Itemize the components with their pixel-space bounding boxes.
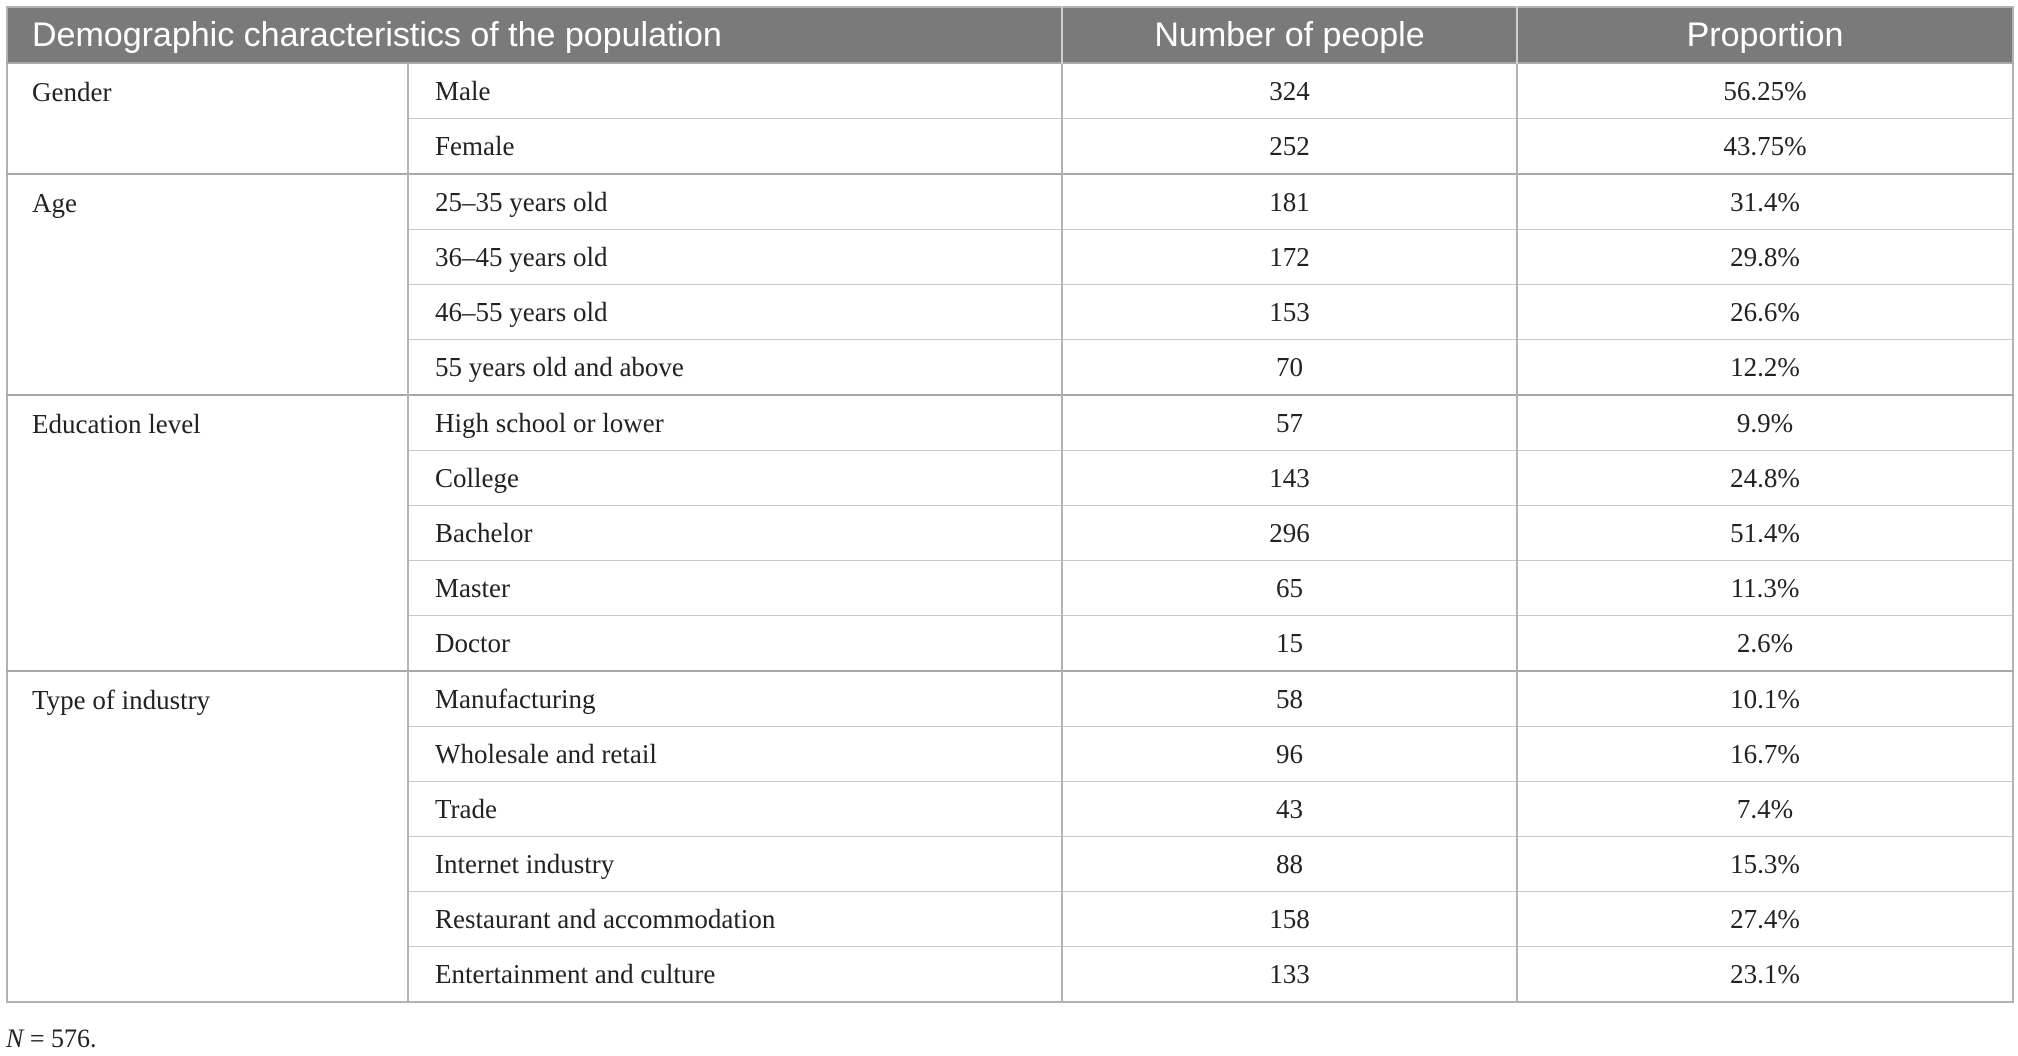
row-item: Internet industry bbox=[408, 837, 1062, 892]
row-item: High school or lower bbox=[408, 395, 1062, 451]
row-item: Female bbox=[408, 119, 1062, 175]
table-row bbox=[7, 63, 2013, 119]
row-item: Trade bbox=[408, 782, 1062, 837]
table-header-row bbox=[7, 7, 2013, 63]
table-footnote bbox=[6, 1024, 97, 1054]
row-count: 65 bbox=[1062, 561, 1517, 616]
row-item: Restaurant and accommodation bbox=[408, 892, 1062, 947]
row-proportion: 2.6% bbox=[1517, 616, 2013, 672]
header-characteristic: Demographic characteristics of the population bbox=[7, 7, 1062, 63]
row-count: 181 bbox=[1062, 174, 1517, 230]
footnote-symbol: N bbox=[6, 1024, 24, 1053]
header-proportion: Proportion bbox=[1517, 7, 2013, 63]
row-item: Manufacturing bbox=[408, 671, 1062, 727]
row-item: 55 years old and above bbox=[408, 340, 1062, 396]
table-row bbox=[7, 174, 2013, 230]
row-proportion: 27.4% bbox=[1517, 892, 2013, 947]
row-item: Wholesale and retail bbox=[408, 727, 1062, 782]
row-proportion: 29.8% bbox=[1517, 230, 2013, 285]
row-count: 58 bbox=[1062, 671, 1517, 727]
group-label-age: Age bbox=[7, 174, 408, 395]
row-proportion: 26.6% bbox=[1517, 285, 2013, 340]
row-count: 43 bbox=[1062, 782, 1517, 837]
header-number-of-people: Number of people bbox=[1062, 7, 1517, 63]
row-item: 46–55 years old bbox=[408, 285, 1062, 340]
row-proportion: 51.4% bbox=[1517, 506, 2013, 561]
row-count: 133 bbox=[1062, 947, 1517, 1003]
group-label-type-of-industry: Type of industry bbox=[7, 671, 408, 1002]
row-proportion: 31.4% bbox=[1517, 174, 2013, 230]
row-count: 143 bbox=[1062, 451, 1517, 506]
row-count: 96 bbox=[1062, 727, 1517, 782]
row-proportion: 15.3% bbox=[1517, 837, 2013, 892]
table-row bbox=[7, 395, 2013, 451]
row-item: Bachelor bbox=[408, 506, 1062, 561]
footnote-text: = 576. bbox=[23, 1024, 97, 1053]
row-count: 57 bbox=[1062, 395, 1517, 451]
row-count: 324 bbox=[1062, 63, 1517, 119]
row-proportion: 12.2% bbox=[1517, 340, 2013, 396]
row-proportion: 7.4% bbox=[1517, 782, 2013, 837]
row-proportion: 9.9% bbox=[1517, 395, 2013, 451]
row-proportion: 10.1% bbox=[1517, 671, 2013, 727]
row-proportion: 43.75% bbox=[1517, 119, 2013, 175]
row-count: 252 bbox=[1062, 119, 1517, 175]
row-item: Master bbox=[408, 561, 1062, 616]
row-item: 25–35 years old bbox=[408, 174, 1062, 230]
row-proportion: 16.7% bbox=[1517, 727, 2013, 782]
row-item: College bbox=[408, 451, 1062, 506]
row-item: Entertainment and culture bbox=[408, 947, 1062, 1003]
group-label-gender: Gender bbox=[7, 63, 408, 174]
row-count: 70 bbox=[1062, 340, 1517, 396]
row-proportion: 11.3% bbox=[1517, 561, 2013, 616]
group-label-education-level: Education level bbox=[7, 395, 408, 671]
table-row bbox=[7, 671, 2013, 727]
row-count: 15 bbox=[1062, 616, 1517, 672]
demographics-table-container bbox=[6, 6, 2012, 1003]
row-count: 296 bbox=[1062, 506, 1517, 561]
row-count: 158 bbox=[1062, 892, 1517, 947]
row-count: 172 bbox=[1062, 230, 1517, 285]
row-count: 153 bbox=[1062, 285, 1517, 340]
row-count: 88 bbox=[1062, 837, 1517, 892]
demographics-table bbox=[6, 6, 2014, 1003]
row-item: 36–45 years old bbox=[408, 230, 1062, 285]
row-item: Doctor bbox=[408, 616, 1062, 672]
row-proportion: 23.1% bbox=[1517, 947, 2013, 1003]
row-proportion: 24.8% bbox=[1517, 451, 2013, 506]
row-item: Male bbox=[408, 63, 1062, 119]
row-proportion: 56.25% bbox=[1517, 63, 2013, 119]
